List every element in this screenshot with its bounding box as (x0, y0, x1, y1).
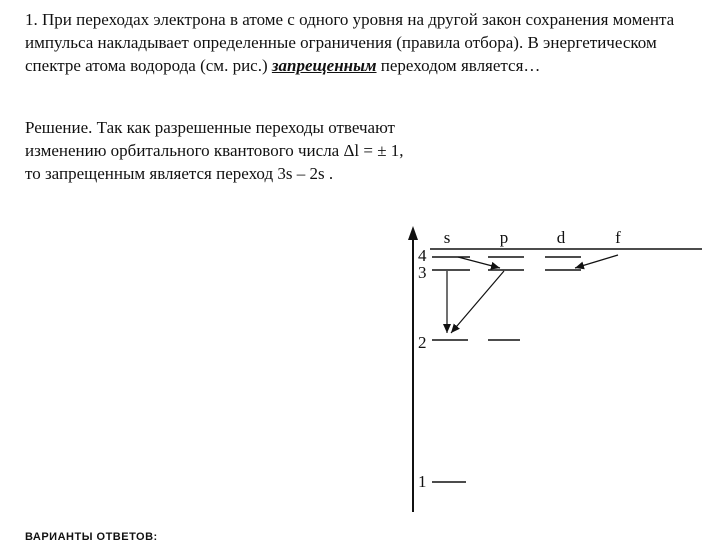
energy-axis-arrow (408, 226, 418, 240)
question-text-start: 1. При переходах электрона в атоме с одного уровня на другой закон сохранения момента импульса накладывает определенные ограничения (правила отбора). В энергетическом спектре атома водорода (см. рис.) (25, 10, 675, 75)
solution-text: Решение. Так как разрешенные переходы отвечают изменению орбитального квантового числа Δl = ± 1, то запрещенным является переход 3s – 2s . (25, 118, 404, 183)
level-label-4: 4 (418, 246, 427, 265)
transition-3p-2s (451, 271, 504, 333)
question-emphasis: запрещенным (271, 56, 377, 75)
level-label-1: 1 (418, 472, 427, 491)
transition-4s-3p (458, 257, 500, 268)
column-label-d: d (556, 228, 566, 247)
transition-4f-3d (575, 255, 618, 268)
column-label-s: s (443, 228, 451, 247)
column-label-f: f (615, 228, 621, 247)
column-label-p: p (499, 228, 509, 247)
level-label-3: 3 (418, 263, 427, 282)
level-label-2: 2 (418, 333, 427, 352)
question-text-end: переходом является… (376, 56, 541, 75)
answers-header: ВАРИАНТЫ ОТВЕТОВ: (25, 531, 158, 543)
